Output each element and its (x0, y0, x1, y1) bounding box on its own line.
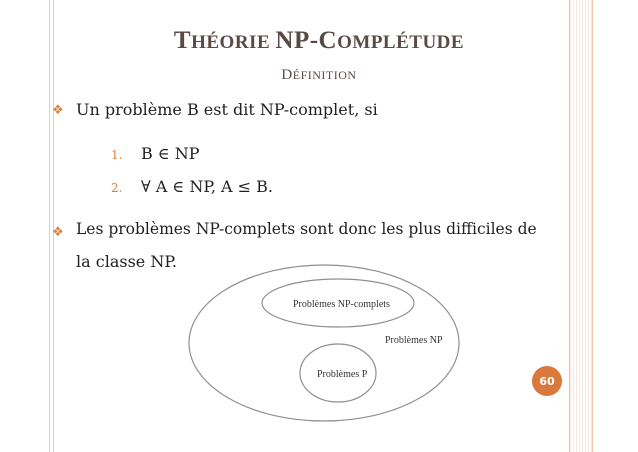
list-item-2: ∀ A ∈ NP, A ≤ B. (141, 177, 273, 196)
np-label: Problèmes NP (385, 335, 443, 346)
bullet-text-2: Les problèmes NP-complets sont donc les plus difficiles de (76, 220, 537, 238)
np-complete-label: Problèmes NP-complets (293, 299, 390, 310)
list-number-2: 2. (111, 181, 123, 195)
diamond-bullet-icon: ❖ (52, 103, 64, 118)
page-number-badge: 60 (532, 366, 562, 396)
slide-title: THÉORIE NP-COMPLÉTUDE (173, 27, 465, 54)
list-item-1: B ∈ NP (141, 144, 200, 163)
p-label: Problèmes P (317, 369, 368, 380)
bullet-text-1: Un problème B est dit NP-complet, si (76, 100, 378, 119)
bullet-text-2-continuation: la classe NP. (76, 252, 177, 271)
list-number-1: 1. (111, 148, 123, 162)
slide-subtitle: DÉFINITION (281, 67, 357, 83)
diamond-bullet-icon: ❖ (52, 225, 64, 240)
